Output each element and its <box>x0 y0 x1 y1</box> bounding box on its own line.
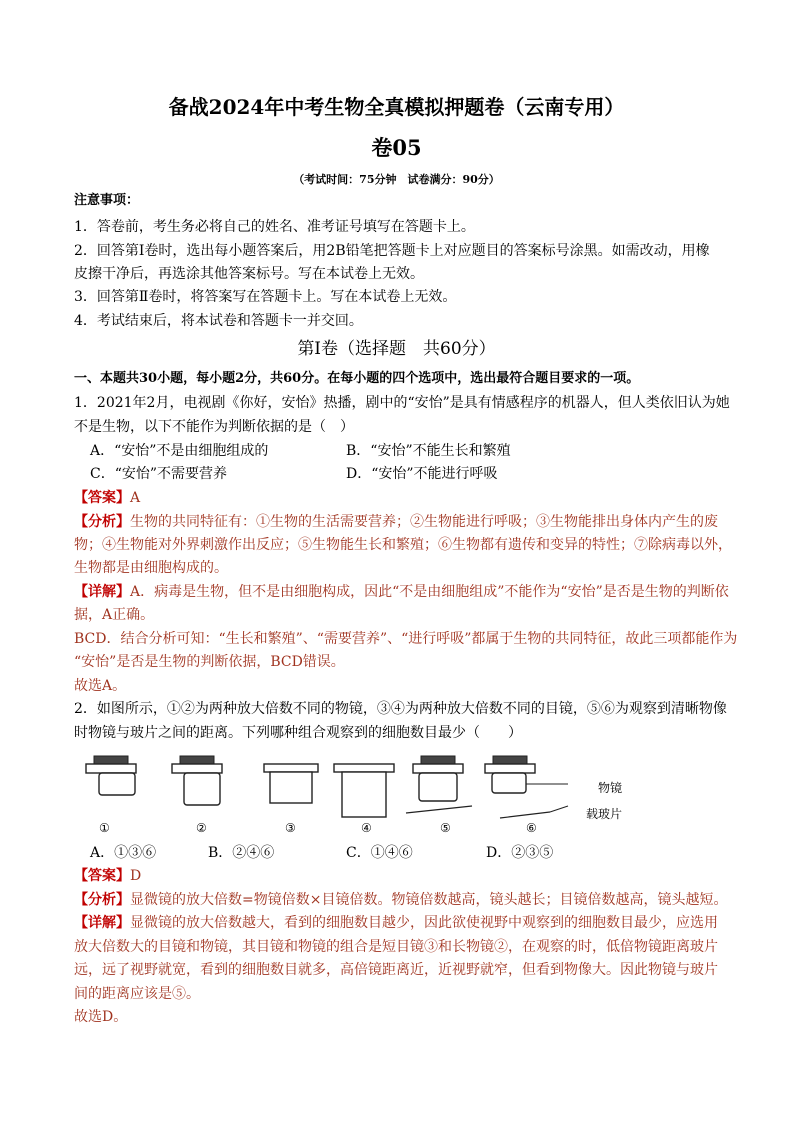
section-instruction: 一、本题共30小题，每小题2分，共60分。在每小题的四个选项中，选出最符合题目要求的一项。 <box>74 371 640 386</box>
q1-detail <box>74 582 729 602</box>
q1-stem: 1．2021年2月，电视剧《你好，安怡》热播，剧中的“安怡”是具有情感程序的机器人，但人类依旧认为她 <box>74 395 730 411</box>
q1-detail-line: BCD．结合分析可知：“生长和繁殖”、“需要营养”、“进行呼吸”都属于生物的共同特征，故此三项都能作为 <box>74 631 738 647</box>
q2-option-b: B．②④⑥ <box>208 845 275 861</box>
q1-option-a: A．“安怡”不是由细胞组成的 <box>90 443 269 459</box>
eyepiece-3 <box>264 764 318 803</box>
answer-tag: 【答案】 <box>74 490 130 506</box>
q1-option-d: D．“安怡”不能进行呼吸 <box>346 466 498 482</box>
q1-option-c: C．“安怡”不需要营养 <box>90 466 228 482</box>
q1-analysis-line: 物；④生物能对外界刺激作出反应；⑤生物能生长和繁殖；⑥生物都有遗传和变异的特性；⑦除病毒以外， <box>74 537 732 553</box>
figure-label-4: ④ <box>361 821 372 835</box>
q2-conclusion: 故选D。 <box>74 1009 128 1025</box>
notice-heading: 注意事项： <box>74 193 140 208</box>
objective-label: 物镜 <box>598 781 623 795</box>
detail-tag: 【详解】 <box>74 584 130 600</box>
exam-subtitle: 卷05 <box>371 135 422 160</box>
objective-distance-5 <box>406 756 472 813</box>
q2-answer <box>74 866 724 886</box>
exam-info: （考试时间：75分钟 试卷满分：90分） <box>293 173 500 186</box>
objective-lens-1 <box>86 756 136 795</box>
notice-item: 1．答卷前，考生务必将自己的姓名、准考证号填写在答题卡上。 <box>74 219 475 235</box>
detail-text: A．病毒是生物，但不是由细胞构成，因此“不是由细胞组成”不能作为“安怡”是否是生物的判断依 <box>130 584 729 600</box>
eyepiece-4 <box>334 764 394 817</box>
q2-option-c: C．①④⑥ <box>346 845 413 861</box>
lens-figure <box>80 750 680 838</box>
q1-analysis-line: 生物都是由细胞构成的。 <box>74 560 228 576</box>
q2-stem: 2．如图所示，①②为两种放大倍数不同的物镜，③④为两种放大倍数不同的目镜，⑤⑥为观察到清晰物像 <box>74 701 727 717</box>
q1-analysis <box>74 512 724 532</box>
exam-title: 备战2024年中考生物全真模拟押题卷（云南专用） <box>168 95 625 119</box>
q2-detail-line: 间的距离应该是⑤。 <box>74 986 200 1002</box>
analysis-text: 生物的共同特征有：①生物的生活需要营养；②生物能进行呼吸；③生物能排出身体内产生的废 <box>130 514 718 530</box>
q2-detail <box>74 913 724 933</box>
q1-answer <box>74 488 724 508</box>
q1-stem: 不是生物，以下不能作为判断依据的是（ ） <box>74 419 354 435</box>
objective-distance-6 <box>485 756 568 818</box>
analysis-tag: 【分析】 <box>74 892 130 908</box>
figure-label-2: ② <box>196 821 207 835</box>
figure-label-3: ③ <box>285 821 296 835</box>
answer-tag: 【答案】 <box>74 868 130 884</box>
q2-option-a: A．①③⑥ <box>90 845 157 861</box>
answer-value: A <box>130 490 141 506</box>
detail-tag: 【详解】 <box>74 915 130 931</box>
section-title: 第Ⅰ卷（选择题 共60分） <box>297 339 496 359</box>
q1-detail-line: 据，A正确。 <box>74 607 155 623</box>
q2-stem: 时物镜与玻片之间的距离。下列哪种组合观察到的细胞数目最少（ ） <box>74 725 522 741</box>
q1-detail-line: “安怡”是否是生物的判断依据，BCD错误。 <box>74 654 345 670</box>
figure-label-1: ① <box>99 821 110 835</box>
notice-item: 皮擦干净后，再选涂其他答案标号。写在本试卷上无效。 <box>74 266 424 282</box>
objective-lens-2 <box>172 756 222 805</box>
figure-label-5: ⑤ <box>440 821 451 835</box>
slide-label: 载玻片 <box>586 807 623 821</box>
q1-option-b: B．“安怡”不能生长和繁殖 <box>346 443 511 459</box>
q2-detail-line: 放大倍数大的目镜和物镜，其目镜和物镜的组合是短目镜③和长物镜②，在观察的时，低倍物镜距离玻片 <box>74 939 718 955</box>
q1-conclusion: 故选A。 <box>74 678 127 694</box>
analysis-text: 显微镜的放大倍数=物镜倍数×目镜倍数。物镜倍数越高，镜头越长；目镜倍数越高，镜头越短。 <box>130 892 728 908</box>
analysis-tag: 【分析】 <box>74 514 130 530</box>
answer-value: D <box>130 868 142 884</box>
notice-item: 2．回答第Ⅰ卷时，选出每小题答案后，用2B铅笔把答题卡上对应题目的答案标号涂黑。如需改动，用橡 <box>74 243 710 259</box>
figure-label-6: ⑥ <box>526 821 537 835</box>
detail-text: 显微镜的放大倍数越大，看到的细胞数目越少，因此欲使视野中观察到的细胞数目最少，应选用 <box>130 915 718 931</box>
q2-analysis <box>74 890 728 910</box>
q2-detail-line: 远，远了视野就宽，看到的细胞数目就多，高倍镜距离近，近视野就窄，但看到物像大。因此物镜与玻片 <box>74 962 718 978</box>
q2-option-d: D．②③⑤ <box>486 845 554 861</box>
notice-item: 4．考试结束后，将本试卷和答题卡一并交回。 <box>74 313 363 329</box>
notice-item: 3．回答第Ⅱ卷时，将答案写在答题卡上。写在本试卷上无效。 <box>74 289 457 305</box>
